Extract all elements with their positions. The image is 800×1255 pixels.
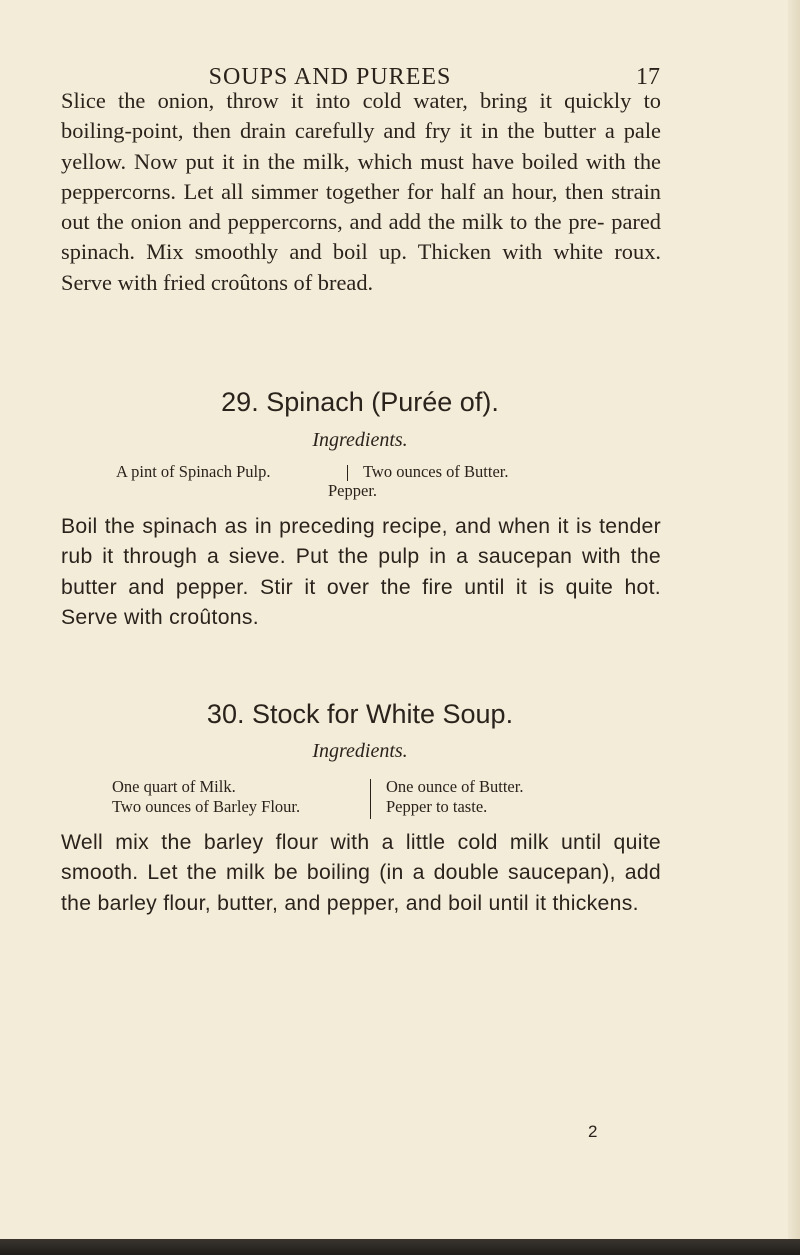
recipe-29-ingredient: Two ounces of Butter. — [363, 462, 509, 481]
folio-mark: 2 — [588, 1122, 598, 1141]
page-edge — [788, 0, 800, 1255]
recipe-29-ingredient: Pepper. — [328, 481, 378, 500]
recipe-29-title: 29. Spinach (Purée of). — [221, 387, 499, 417]
recipe-30-ingredient: Pepper to taste. — [386, 797, 488, 816]
recipe-30-ingredient: One quart of Milk. — [112, 777, 236, 796]
ingredient-divider — [370, 779, 371, 819]
recipe-30-ingredients-label: Ingredients. — [312, 740, 408, 762]
recipe-30-title: 30. Stock for White Soup. — [206, 699, 514, 729]
recipe-30-ingredient: Two ounces of Barley Flour. — [112, 797, 301, 816]
running-head-title: SOUPS AND PUREES — [208, 64, 452, 90]
recipe-30-ingredient: One ounce of Butter. — [386, 777, 524, 796]
page-number: 17 — [636, 64, 660, 90]
recipe-29-ingredient: A pint of Spinach Pulp. — [116, 462, 271, 481]
page-edge-bottom — [0, 1239, 800, 1255]
recipe-29-ingredients-label: Ingredients. — [312, 429, 408, 451]
intro-paragraph: Slice the onion, throw it into cold water, bring it quickly to boiling-point, then drain carefully and fry it in the butter a pale yellow. Now put it in the milk, which must have boiled with the peppercorns. Let all simmer together for half an hour, then strain out the onion and peppercorns, and add the milk to the pre- pared spinach. Mix smoothly and boil up. Thicken with white roux. Serve with fried croûtons of bread. — [61, 88, 661, 295]
recipe-30-method: Well mix the barley flour with a little cold milk until quite smooth. Let the milk be boiling (in a double saucepan), add the barley flour, butter, and pepper, and boil until it thickens. — [61, 831, 661, 915]
recipe-29-method: Boil the spinach as in preceding recipe, and when it is tender rub it through a sieve. Put the pulp in a saucepan with the butter and pepper. Stir it over the fire until it is quite hot. Serve with croûtons. — [61, 515, 661, 629]
ingredient-divider — [347, 465, 348, 481]
